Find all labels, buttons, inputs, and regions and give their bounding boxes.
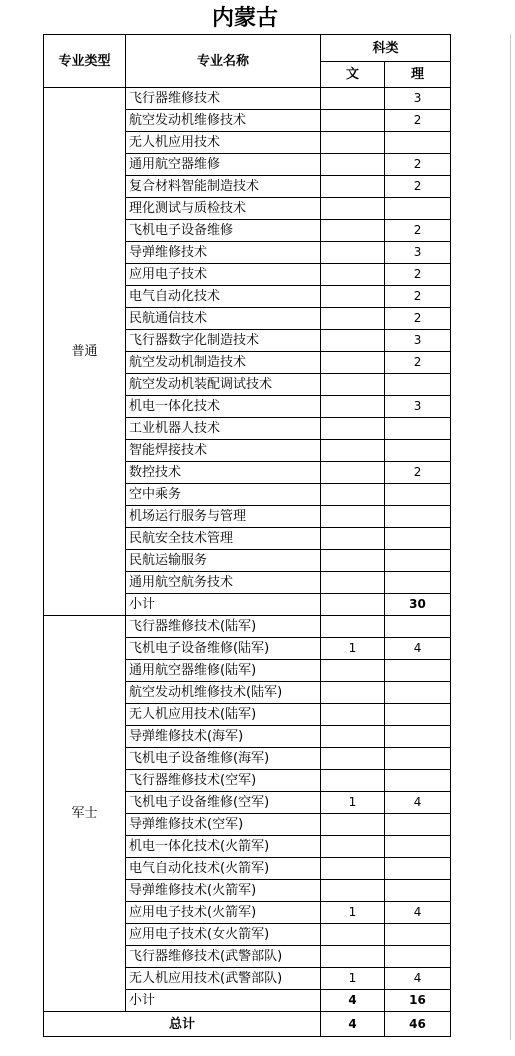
li-count-cell (385, 704, 451, 726)
header-major-type: 专业类型 (44, 35, 126, 88)
major-name-cell: 航空发动机制造技术 (126, 352, 321, 374)
major-name-cell: 电气自动化技术 (126, 286, 321, 308)
li-count-cell: 3 (385, 242, 451, 264)
major-name-cell: 导弹维修技术(火箭军) (126, 880, 321, 902)
wen-count-cell (321, 132, 385, 154)
major-name-cell: 导弹维修技术(海军) (126, 726, 321, 748)
major-name-cell: 应用电子技术(女火箭军) (126, 924, 321, 946)
major-name-cell: 数控技术 (126, 462, 321, 484)
li-count-cell (385, 660, 451, 682)
li-count-cell (385, 484, 451, 506)
wen-count-cell (321, 748, 385, 770)
li-count-cell: 4 (385, 968, 451, 990)
total-li: 46 (385, 1012, 451, 1037)
li-count-cell: 2 (385, 110, 451, 132)
major-name-cell: 理化测试与质检技术 (126, 198, 321, 220)
li-count-cell: 4 (385, 902, 451, 924)
wen-count-cell (321, 770, 385, 792)
total-row (44, 1012, 451, 1037)
major-name-cell: 通用航空器维修 (126, 154, 321, 176)
header-li: 理 (385, 62, 451, 88)
li-count-cell (385, 770, 451, 792)
sheet-gridline (510, 34, 511, 1040)
li-count-cell (385, 858, 451, 880)
wen-count-cell (321, 308, 385, 330)
wen-count-cell (321, 880, 385, 902)
wen-count-cell (321, 726, 385, 748)
major-name-cell: 导弹维修技术(空军) (126, 814, 321, 836)
li-count-cell: 2 (385, 462, 451, 484)
admission-plan-table (43, 34, 451, 1037)
major-name-cell: 航空发动机维修技术(陆军) (126, 682, 321, 704)
li-count-cell (385, 418, 451, 440)
major-name-cell: 航空发动机维修技术 (126, 110, 321, 132)
major-name-cell: 机电一体化技术 (126, 396, 321, 418)
major-name-cell: 民航通信技术 (126, 308, 321, 330)
table-body (44, 35, 451, 1037)
wen-count-cell (321, 462, 385, 484)
wen-count-cell (321, 924, 385, 946)
li-count-cell: 3 (385, 330, 451, 352)
subtotal-label: 小计 (126, 990, 321, 1012)
major-name-cell: 飞机电子设备维修 (126, 220, 321, 242)
li-count-cell (385, 132, 451, 154)
li-count-cell: 3 (385, 88, 451, 110)
major-name-cell: 工业机器人技术 (126, 418, 321, 440)
table-row (44, 88, 451, 110)
header-wen: 文 (321, 62, 385, 88)
wen-count-cell (321, 286, 385, 308)
li-count-cell: 2 (385, 176, 451, 198)
wen-count-cell (321, 418, 385, 440)
major-name-cell: 应用电子技术 (126, 264, 321, 286)
li-count-cell (385, 880, 451, 902)
wen-count-cell (321, 814, 385, 836)
wen-count-cell (321, 836, 385, 858)
li-count-cell (385, 836, 451, 858)
wen-count-cell (321, 572, 385, 594)
wen-count-cell (321, 110, 385, 132)
major-name-cell: 通用航空航务技术 (126, 572, 321, 594)
li-count-cell: 30 (385, 594, 451, 616)
major-name-cell: 无人机应用技术 (126, 132, 321, 154)
wen-count-cell (321, 858, 385, 880)
li-count-cell (385, 198, 451, 220)
major-name-cell: 航空发动机装配调试技术 (126, 374, 321, 396)
wen-count-cell: 1 (321, 638, 385, 660)
wen-count-cell (321, 242, 385, 264)
wen-count-cell (321, 528, 385, 550)
major-name-cell: 应用电子技术(火箭军) (126, 902, 321, 924)
major-name-cell: 飞行器维修技术 (126, 88, 321, 110)
li-count-cell: 2 (385, 264, 451, 286)
li-count-cell (385, 924, 451, 946)
major-name-cell: 无人机应用技术(武警部队) (126, 968, 321, 990)
wen-count-cell (321, 616, 385, 638)
header-major-name: 专业名称 (126, 35, 321, 88)
wen-count-cell (321, 330, 385, 352)
wen-count-cell: 4 (321, 990, 385, 1012)
major-name-cell: 导弹维修技术 (126, 242, 321, 264)
li-count-cell (385, 946, 451, 968)
li-count-cell: 2 (385, 308, 451, 330)
major-name-cell: 民航运输服务 (126, 550, 321, 572)
wen-count-cell (321, 176, 385, 198)
wen-count-cell (321, 704, 385, 726)
wen-count-cell (321, 594, 385, 616)
table-row (44, 616, 451, 638)
li-count-cell: 4 (385, 638, 451, 660)
li-count-cell: 4 (385, 792, 451, 814)
li-count-cell (385, 726, 451, 748)
major-name-cell: 飞行器维修技术(武警部队) (126, 946, 321, 968)
li-count-cell: 3 (385, 396, 451, 418)
major-name-cell: 无人机应用技术(陆军) (126, 704, 321, 726)
wen-count-cell (321, 946, 385, 968)
li-count-cell: 2 (385, 154, 451, 176)
li-count-cell (385, 572, 451, 594)
wen-count-cell (321, 484, 385, 506)
li-count-cell: 2 (385, 352, 451, 374)
li-count-cell (385, 682, 451, 704)
li-count-cell: 2 (385, 220, 451, 242)
li-count-cell (385, 616, 451, 638)
major-name-cell: 飞机电子设备维修(空军) (126, 792, 321, 814)
wen-count-cell (321, 396, 385, 418)
major-name-cell: 飞行器维修技术(空军) (126, 770, 321, 792)
wen-count-cell: 1 (321, 902, 385, 924)
major-name-cell: 智能焊接技术 (126, 440, 321, 462)
wen-count-cell (321, 550, 385, 572)
major-name-cell: 复合材料智能制造技术 (126, 176, 321, 198)
wen-count-cell (321, 220, 385, 242)
wen-count-cell (321, 154, 385, 176)
major-name-cell: 通用航空器维修(陆军) (126, 660, 321, 682)
page-title: 内蒙古 (211, 5, 278, 31)
wen-count-cell (321, 660, 385, 682)
li-count-cell: 2 (385, 286, 451, 308)
wen-count-cell (321, 506, 385, 528)
li-count-cell (385, 374, 451, 396)
li-count-cell (385, 748, 451, 770)
major-name-cell: 飞行器维修技术(陆军) (126, 616, 321, 638)
li-count-cell (385, 814, 451, 836)
wen-count-cell (321, 264, 385, 286)
li-count-cell (385, 506, 451, 528)
wen-count-cell (321, 88, 385, 110)
header-row-1 (44, 35, 451, 62)
subtotal-label: 小计 (126, 594, 321, 616)
li-count-cell: 16 (385, 990, 451, 1012)
total-label: 总计 (44, 1012, 321, 1037)
major-name-cell: 民航安全技术管理 (126, 528, 321, 550)
wen-count-cell (321, 198, 385, 220)
wen-count-cell (321, 682, 385, 704)
major-type-cell: 普通 (44, 88, 126, 616)
wen-count-cell (321, 352, 385, 374)
major-type-cell: 军士 (44, 616, 126, 1012)
major-name-cell: 空中乘务 (126, 484, 321, 506)
wen-count-cell: 1 (321, 792, 385, 814)
major-name-cell: 机电一体化技术(火箭军) (126, 836, 321, 858)
li-count-cell (385, 528, 451, 550)
major-name-cell: 飞机电子设备维修(海军) (126, 748, 321, 770)
wen-count-cell (321, 374, 385, 396)
wen-count-cell (321, 440, 385, 462)
major-name-cell: 飞机电子设备维修(陆军) (126, 638, 321, 660)
major-name-cell: 机场运行服务与管理 (126, 506, 321, 528)
li-count-cell (385, 440, 451, 462)
li-count-cell (385, 550, 451, 572)
major-name-cell: 电气自动化技术(火箭军) (126, 858, 321, 880)
header-subject: 科类 (321, 35, 451, 62)
major-name-cell: 飞行器数字化制造技术 (126, 330, 321, 352)
total-wen: 4 (321, 1012, 385, 1037)
wen-count-cell: 1 (321, 968, 385, 990)
